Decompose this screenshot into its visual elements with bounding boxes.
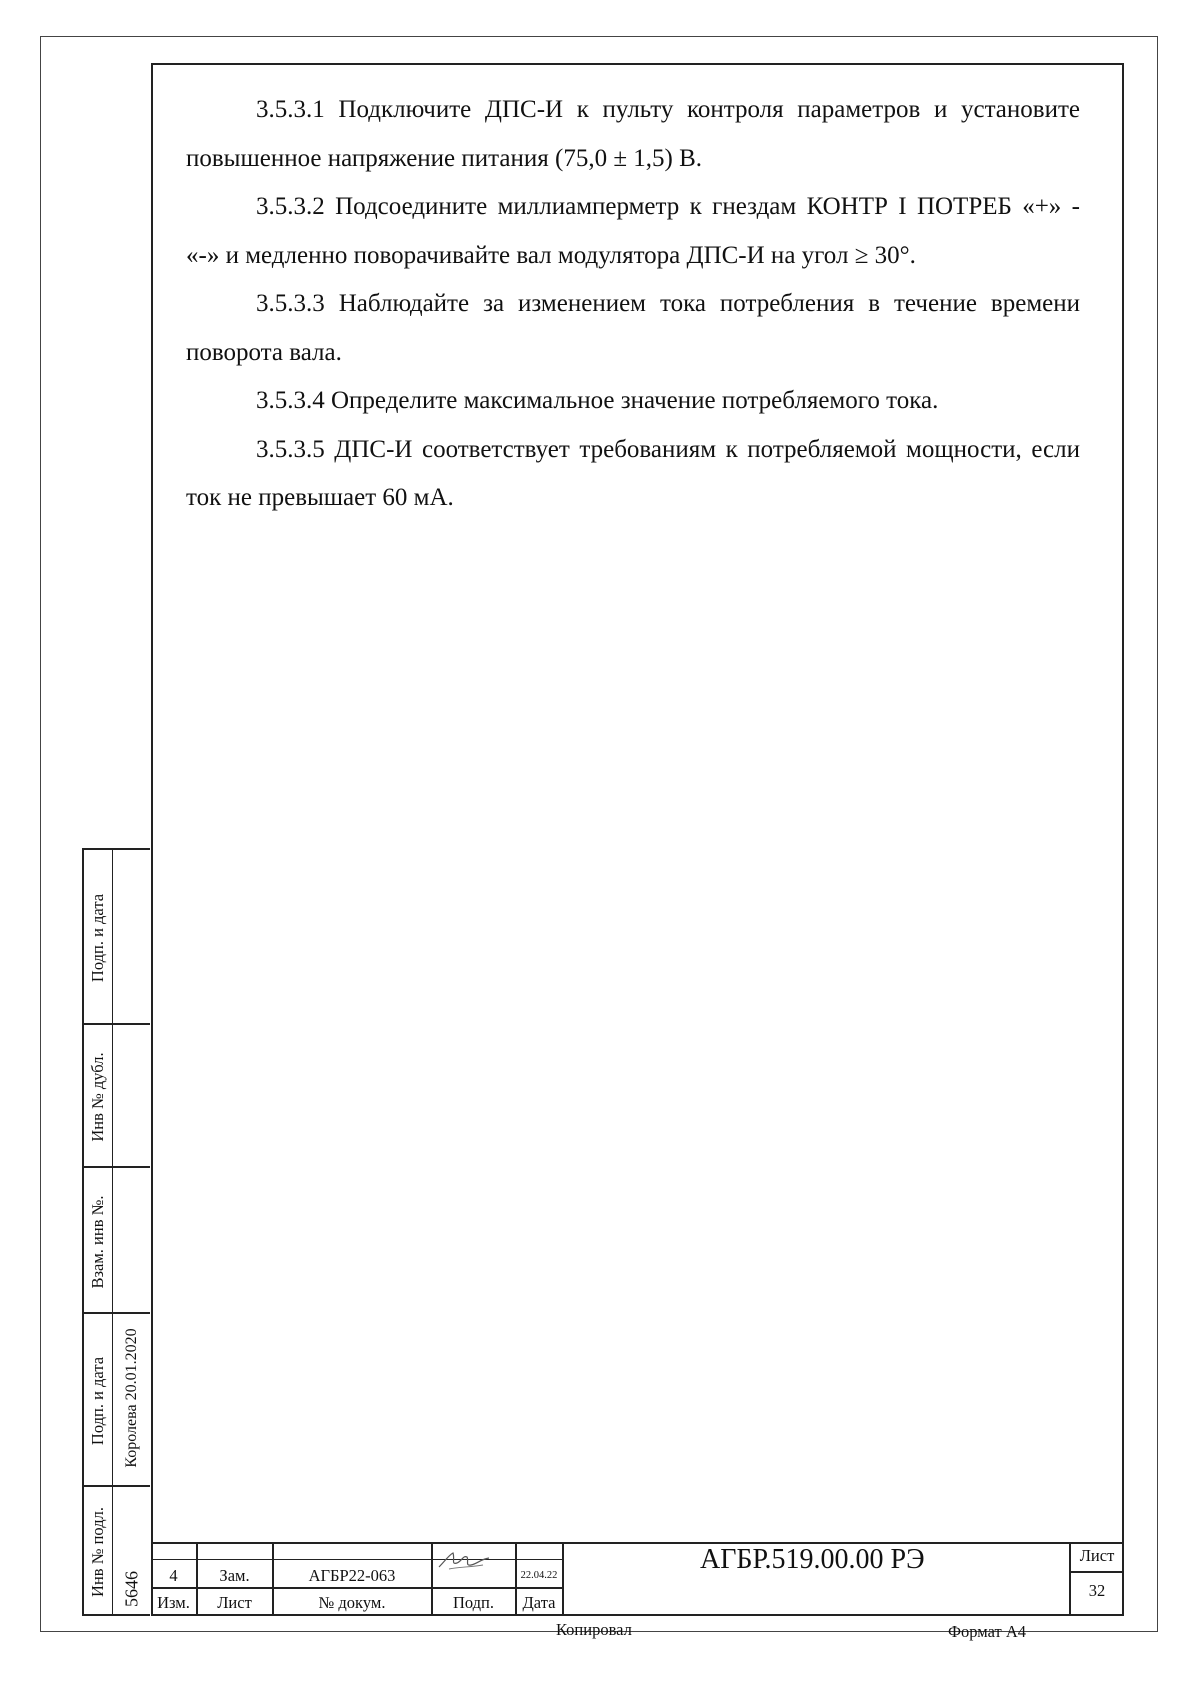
side-stamp-podp-data-top xyxy=(82,848,150,1025)
col-divider-date xyxy=(562,1542,564,1616)
signature-icon xyxy=(435,1547,493,1573)
doc-number-label: № докум. xyxy=(318,1593,386,1612)
date-value: 22.04.22 xyxy=(520,1570,558,1581)
date-label: Дата xyxy=(522,1593,556,1612)
list-label: Лист xyxy=(217,1593,252,1612)
side-label-inv-dubl: Инв № дубл. xyxy=(88,1052,107,1142)
side-label-podp-data-top: Подп. и дата xyxy=(88,893,107,983)
doc-number-value: АГБР22-063 xyxy=(308,1566,396,1585)
side-stamp-podp-data xyxy=(82,1312,150,1487)
side-label-inv-podl: Инв № подл. xyxy=(88,1507,107,1597)
document-body xyxy=(186,86,1080,523)
side-stamp-inv-podl xyxy=(82,1485,150,1616)
paragraph-3-5-3-2: 3.5.3.2 Подсоедините миллиамперметр к гнездам КОНТР I ПОТРЕБ «+» - «-» и медленно поворачивайте вал модулятора ДПС-И на угол ≥ 30°. xyxy=(186,193,1080,269)
signature-label: Подп. xyxy=(452,1593,495,1612)
side-label-vzam-inv: Взам. инв №. xyxy=(88,1195,107,1289)
copied-label: Копировал xyxy=(556,1620,632,1639)
sheet-label: Лист xyxy=(1079,1546,1115,1565)
paragraph-3-5-3-4: 3.5.3.4 Определите максимальное значение потребляемого тока. xyxy=(256,387,939,414)
side-value-podp-data: Королева 20.01.2020 xyxy=(123,1328,140,1468)
side-label-podp-data: Подп. и дата xyxy=(88,1356,107,1446)
paragraph-3-5-3-1: 3.5.3.1 Подключите ДПС-И к пульту контроля параметров и установите повышенное напряжение питания (75,0 ± 1,5) В. xyxy=(186,96,1080,172)
paragraph-3-5-3-3: 3.5.3.3 Наблюдайте за изменением тока потребления в течение времени поворота вала. xyxy=(186,290,1080,366)
izm-label: Изм. xyxy=(157,1593,190,1612)
list-value: Зам. xyxy=(219,1566,250,1585)
side-stamp-inv-dubl xyxy=(82,1023,150,1168)
side-value-inv-podl: 5646 xyxy=(121,1571,142,1607)
format-label: Формат А4 xyxy=(948,1622,1027,1641)
paragraph-3-5-3-5: 3.5.3.5 ДПС-И соответствует требованиям к потребляемой мощности, если ток не превышает 60 мА. xyxy=(186,435,1080,511)
side-stamp-vzam-inv xyxy=(82,1166,150,1314)
title-block-row-line-2 xyxy=(151,1587,563,1589)
title-block-row-line-1 xyxy=(151,1559,563,1560)
sheet-cell-divider xyxy=(1069,1571,1124,1573)
izm-value: 4 xyxy=(169,1566,178,1585)
title-block-top-line xyxy=(151,1542,1124,1544)
sheet-number: 32 xyxy=(1088,1581,1106,1600)
document-code: АГБР.519.00.00 РЭ xyxy=(700,1544,925,1575)
